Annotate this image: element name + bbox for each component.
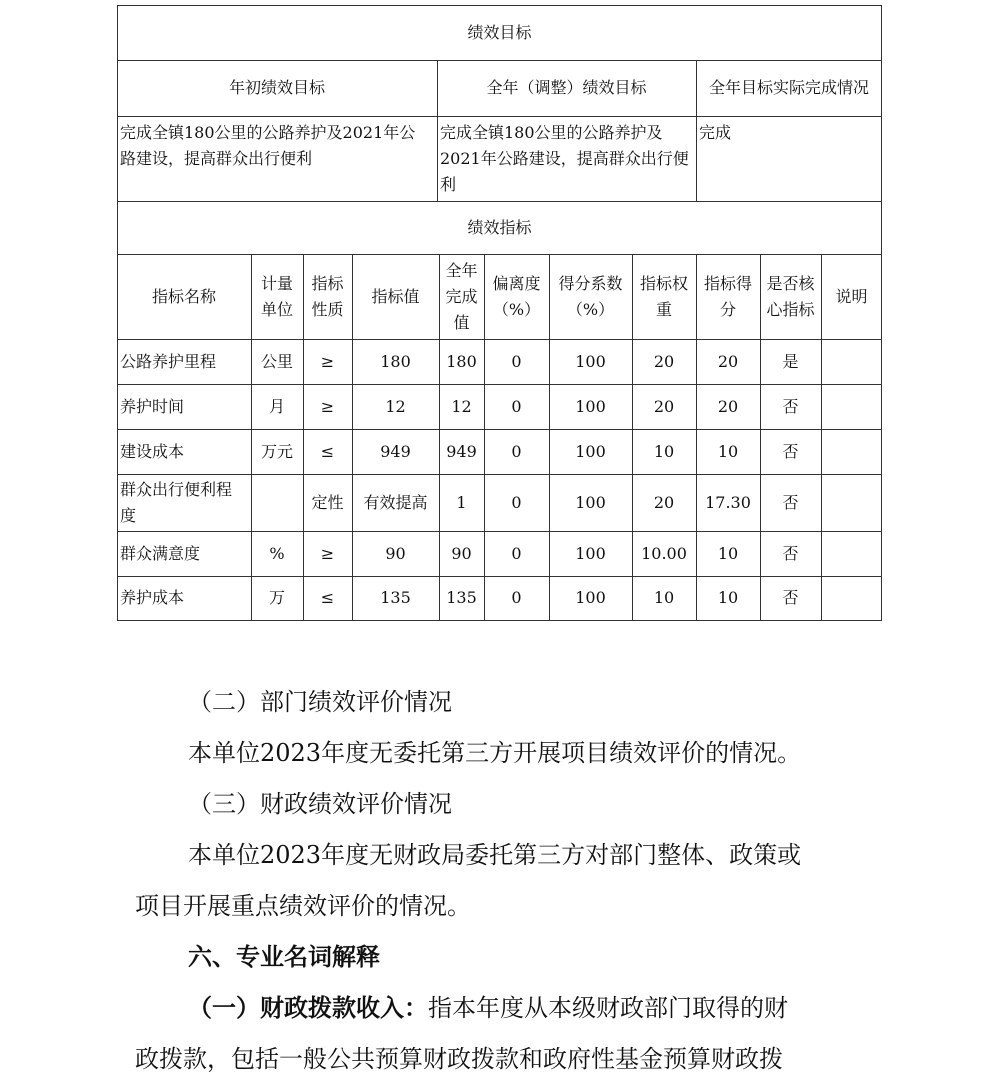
row5-deviation: 0 [511, 543, 522, 563]
row3-target: 949 [380, 441, 411, 461]
row5-note [821, 531, 882, 576]
col-header-weight: 指标权重 [639, 273, 688, 319]
row4-score: 17.30 [705, 492, 751, 512]
col-header-actual: 全年完成值 [445, 260, 478, 332]
row6-weight: 10 [653, 588, 675, 607]
row1-unit: 公里 [260, 351, 293, 371]
row3-actual: 949 [446, 441, 477, 461]
col-header-target: 指标值 [371, 286, 420, 306]
goal-initial-text: 完成全镇180公里的公路养护及2021年公路建设，提高群众出行便利 [120, 123, 416, 168]
section-heading-terms: 六、专业名词解释 [188, 942, 380, 971]
col-header-nature: 指标性质 [311, 273, 344, 319]
header-initial-goal: 年初绩效目标 [228, 78, 325, 97]
row5-coef: 100 [575, 543, 606, 563]
row2-deviation: 0 [511, 396, 522, 416]
row4-actual: 1 [456, 492, 467, 512]
row5-nature: ≥ [320, 543, 335, 563]
row3-note [821, 429, 882, 474]
row1-nature: ≥ [320, 351, 335, 371]
row4-coef: 100 [575, 492, 606, 512]
row1-core: 是 [782, 351, 799, 371]
paragraph-dept-evaluation: 本单位2023年度无委托第三方开展项目绩效评价的情况。 [188, 739, 802, 767]
term1-line2: 政拨款，包括一般公共预算财政拨款和政府性基金预算财政拨 [135, 1045, 783, 1073]
col-header-note: 说明 [835, 286, 868, 306]
row3-core: 否 [782, 441, 799, 461]
row2-note [821, 384, 882, 429]
row2-core: 否 [782, 396, 799, 416]
section-title-goals: 绩效目标 [467, 22, 532, 42]
paragraph-finance-evaluation-line1: 本单位2023年度无财政局委托第三方对部门整体、政策或 [188, 841, 802, 869]
row5-name: 群众满意度 [120, 543, 201, 563]
term1-line1 [188, 983, 880, 1033]
row5-weight: 10.00 [641, 543, 687, 563]
row2-weight: 20 [653, 396, 675, 416]
row1-target: 180 [380, 351, 411, 371]
row4-note [821, 474, 882, 531]
row6-deviation: 0 [511, 588, 522, 607]
row3-coef: 100 [575, 441, 606, 461]
row6-nature: ≤ [320, 588, 335, 607]
row1-score: 20 [717, 351, 739, 371]
row4-target: 有效提高 [363, 492, 428, 512]
section-heading-finance-evaluation: （三）财政绩效评价情况 [188, 790, 452, 818]
col-header-unit: 计量单位 [261, 273, 294, 319]
row5-actual: 90 [451, 543, 472, 563]
row3-score: 10 [717, 441, 739, 461]
row2-score: 20 [717, 396, 739, 416]
row2-coef: 100 [575, 396, 606, 416]
row6-score: 10 [717, 588, 739, 607]
row1-weight: 20 [653, 351, 675, 371]
row1-deviation: 0 [511, 351, 522, 371]
term1-definition-start: 指本年度从本级财政部门取得的财 [428, 994, 788, 1022]
row1-name: 公路养护里程 [120, 351, 217, 371]
row3-deviation: 0 [511, 441, 522, 461]
goal-adjusted-text: 完成全镇180公里的公路养护及2021年公路建设，提高群众出行便利 [440, 123, 689, 194]
col-header-name: 指标名称 [151, 286, 216, 306]
term1-label: （一）财政拨款收入： [188, 993, 428, 1022]
goal-actual-text: 完成 [699, 123, 732, 142]
section-title-indicators: 绩效指标 [467, 217, 532, 237]
row2-name: 养护时间 [120, 396, 185, 416]
row5-target: 90 [385, 543, 406, 563]
row2-nature: ≥ [320, 396, 335, 416]
section-heading-dept-evaluation: （二）部门绩效评价情况 [188, 688, 452, 716]
row2-unit: 月 [268, 396, 285, 416]
row6-coef: 100 [575, 588, 606, 607]
row4-nature: 定性 [311, 492, 344, 512]
col-header-score: 指标得分 [703, 273, 752, 319]
row4-deviation: 0 [511, 492, 522, 512]
row4-core: 否 [782, 492, 799, 512]
row3-unit: 万元 [260, 441, 293, 461]
row4-unit [251, 474, 303, 531]
header-actual-completion: 全年目标实际完成情况 [708, 78, 869, 97]
row6-unit: 万 [268, 588, 285, 607]
row6-actual: 135 [446, 588, 477, 607]
row2-actual: 12 [451, 396, 472, 416]
row6-target: 135 [380, 588, 411, 607]
row3-name: 建设成本 [120, 441, 185, 461]
row3-nature: ≤ [320, 441, 335, 461]
row6-core: 否 [782, 588, 799, 607]
col-header-coef: 得分系数（%） [558, 273, 623, 319]
col-header-deviation: 偏离度（%） [492, 273, 541, 319]
row4-name: 群众出行便利程度 [120, 479, 233, 525]
performance-table [117, 5, 882, 621]
row6-name: 养护成本 [120, 588, 185, 607]
row2-target: 12 [385, 396, 406, 416]
header-adjusted-goal: 全年（调整）绩效目标 [486, 78, 647, 97]
row5-core: 否 [782, 543, 799, 563]
row1-coef: 100 [575, 351, 606, 371]
col-header-core: 是否核心指标 [766, 273, 815, 319]
row5-score: 10 [717, 543, 739, 563]
row5-unit: % [269, 543, 285, 563]
row1-note [821, 339, 882, 384]
row1-actual: 180 [446, 351, 477, 371]
row4-weight: 20 [653, 492, 675, 512]
paragraph-finance-evaluation-line2: 项目开展重点绩效评价的情况。 [135, 892, 471, 920]
row6-note [821, 576, 882, 620]
row3-weight: 10 [653, 441, 675, 461]
